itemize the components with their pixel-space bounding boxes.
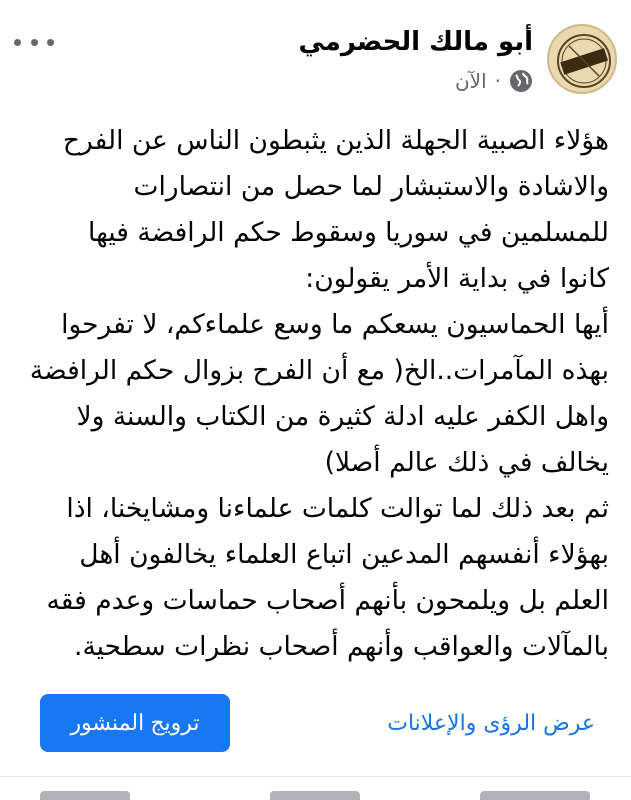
comment-button-ghost[interactable] [270,791,360,800]
profile-avatar-icon [549,26,617,94]
more-dot [47,39,54,46]
post-text-line: بالمآلات والعواقب وأنهم أصحاب نظرات سطحية. [74,631,609,662]
reaction-bar [0,776,631,800]
post-text-line: يخالف في ذلك عالم أصلا) [324,447,609,478]
view-insights-link[interactable]: عرض الرؤى والإعلانات [387,710,595,736]
author-avatar[interactable] [547,24,617,94]
post-text-line: بهؤلاء أنفسهم المدعين اتباع العلماء يخالفون أهل [79,539,609,570]
post-text-line: واهل الكفر عليه ادلة كثيرة من الكتاب والسنة ولا [76,401,609,432]
more-options-icon[interactable] [14,30,54,54]
post-timestamp[interactable]: الآن [454,69,487,93]
post-text-line: والاشادة والاستبشار لما حصل من انتصارات [133,171,609,202]
post-text-line: للمسلمين في سوريا وسقوط حكم الرافضة فيها [88,217,609,248]
post-text-line: كانوا في بداية الأمر يقولون: [305,263,609,294]
share-button-ghost[interactable] [480,791,590,800]
post-text-line: العلم بل ويلمحون بأنهم أصحاب حماسات وعدم فقه [46,585,609,616]
post-actions [0,694,631,754]
post-text-line: هؤلاء الصبية الجهلة الذين يثبطون الناس عن الفرح [62,125,609,156]
post-text-line: بهذه المآمرات..الخ( مع أن الفرح بزوال حكم الرافضة [29,355,609,386]
more-dot [14,39,21,46]
post-meta [455,66,533,96]
globe-icon [509,69,533,93]
post-text-line: أيها الحماسيون يسعكم ما وسع علماءكم، لا تفرحوا [61,309,609,340]
meta-separator: · [494,69,501,93]
more-dot [31,39,38,46]
post-text-line: ثم بعد ذلك لما توالت كلمات علماءنا ومشايخنا، اذا [66,493,609,524]
author-name[interactable]: أبو مالك الحضرمي [298,27,533,57]
reaction-button-ghost[interactable] [40,791,130,800]
post-body [13,118,609,670]
post-header [0,0,631,110]
boost-post-button[interactable]: ترويج المنشور [40,694,230,752]
